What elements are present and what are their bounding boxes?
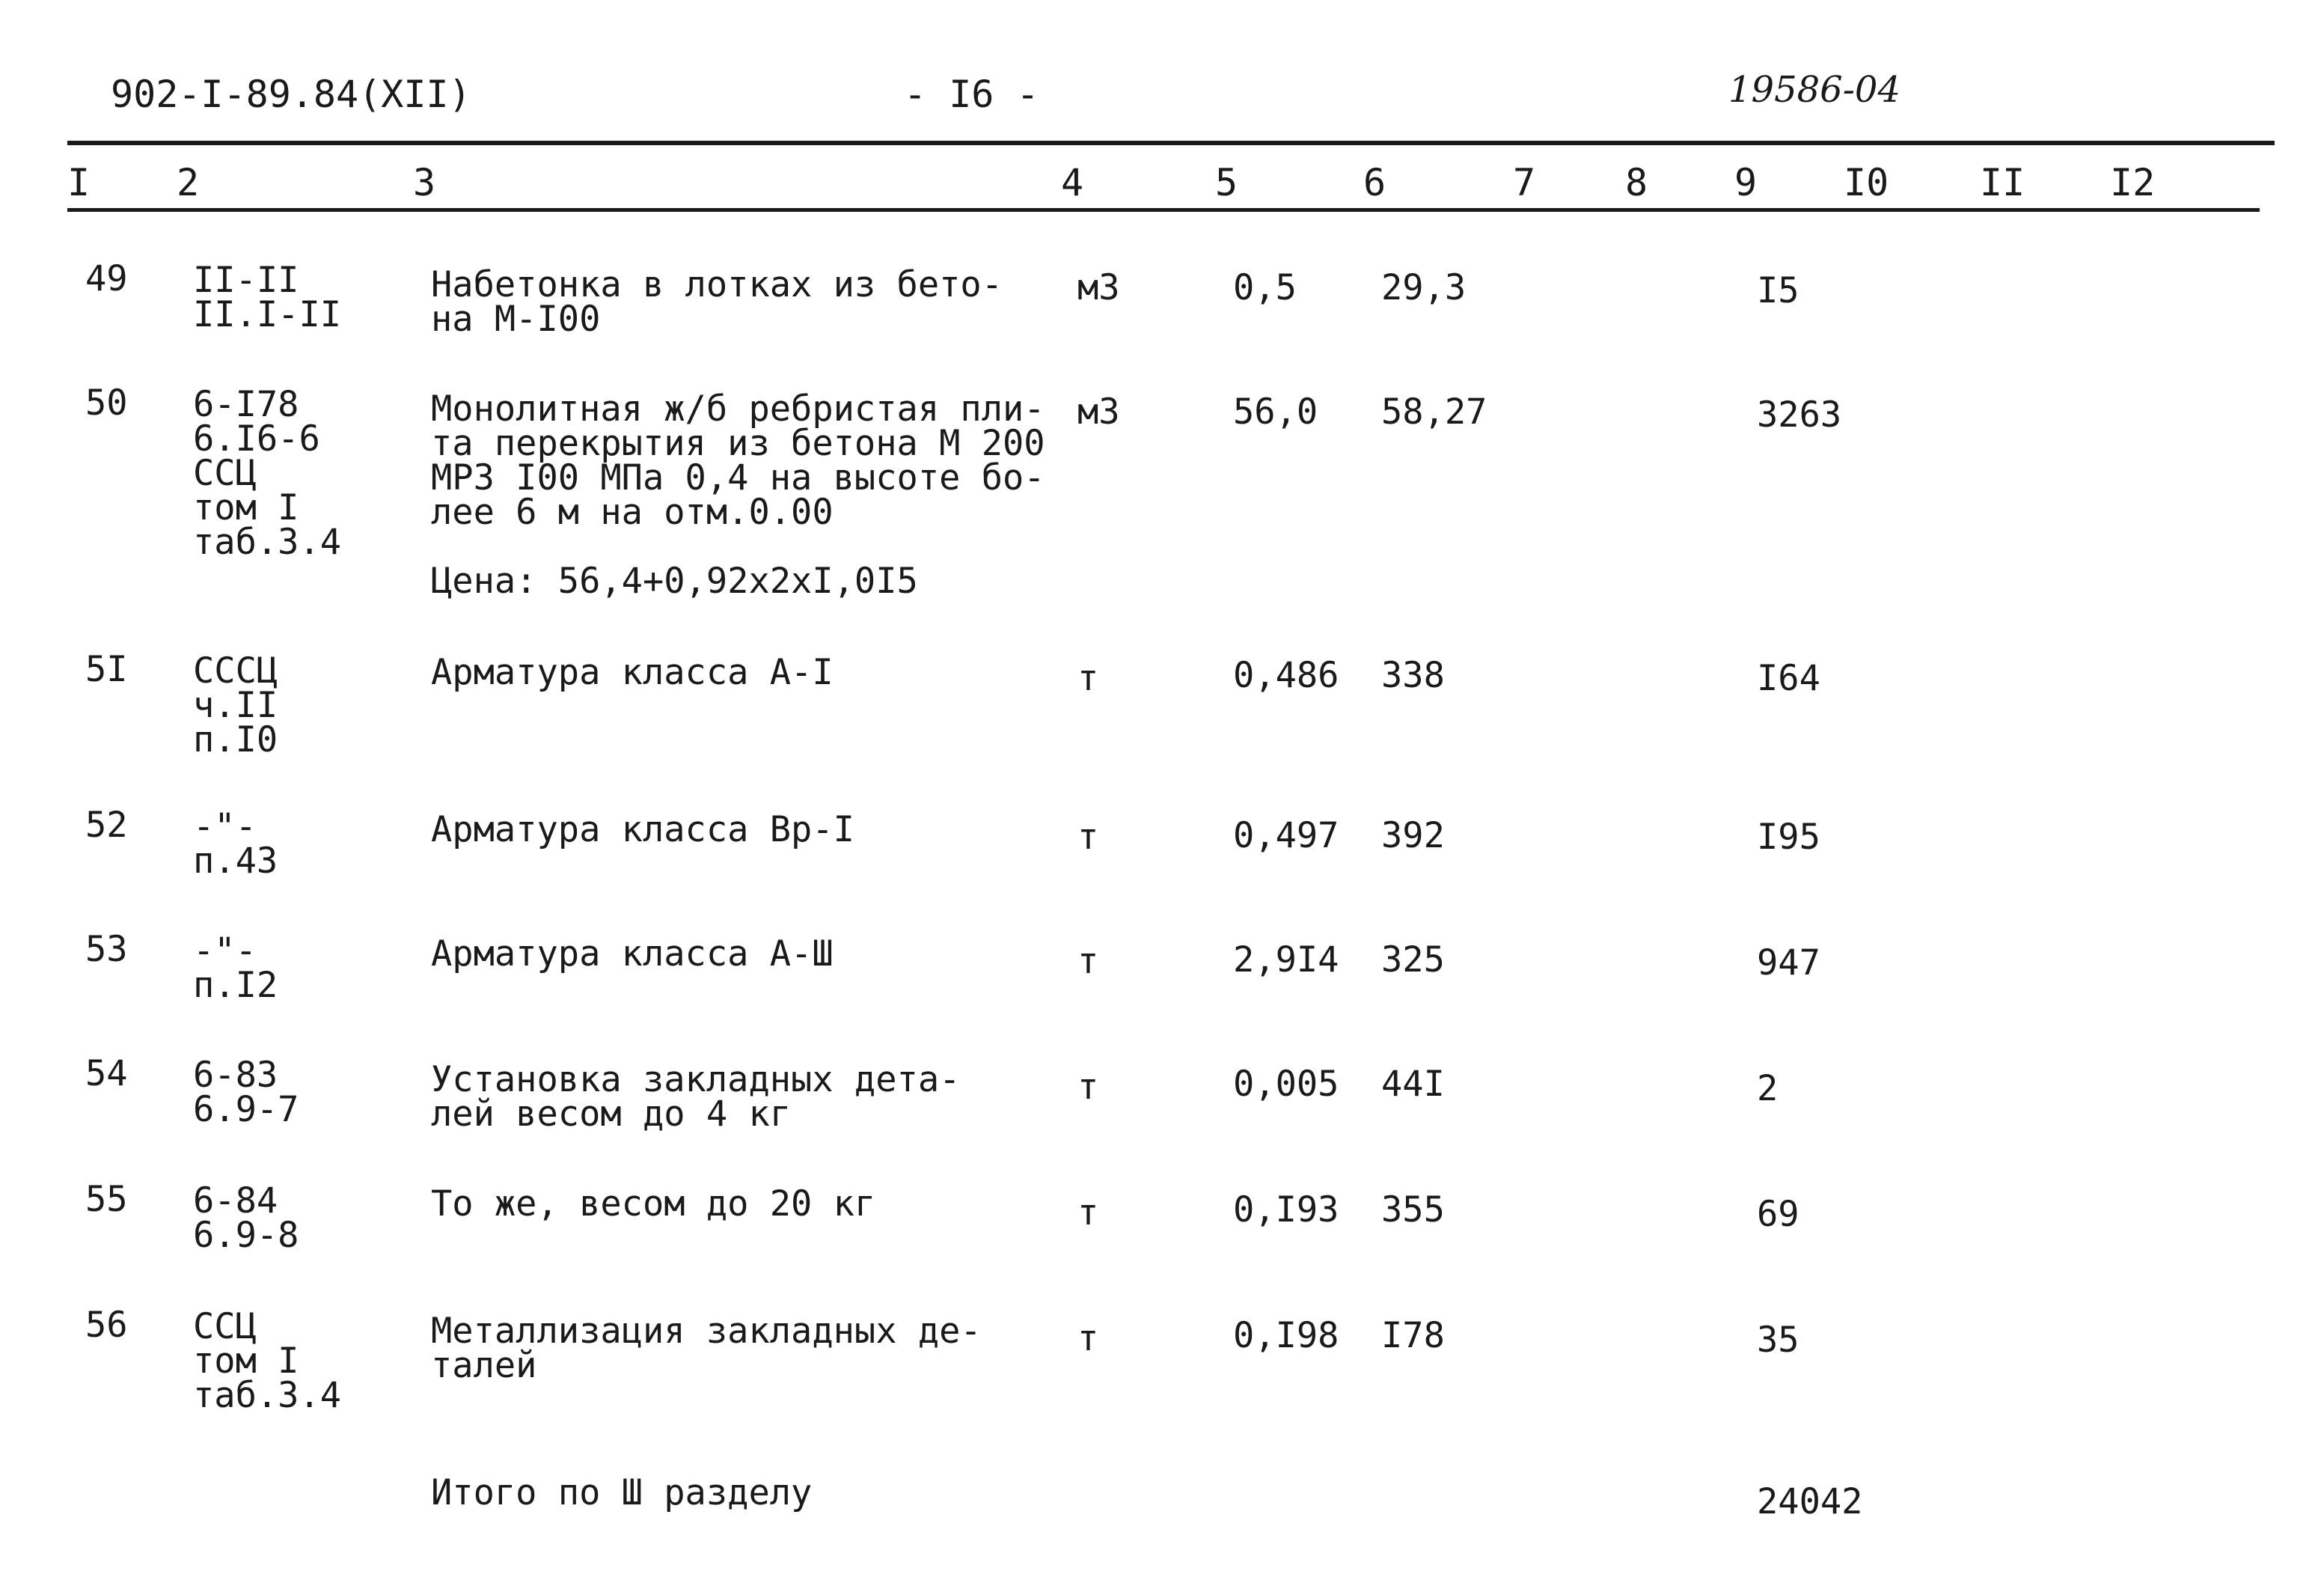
document-code: 902-I-89.84(XII): [111, 73, 471, 116]
row-unit: т: [1077, 1192, 1099, 1233]
column-number-10: I0: [1844, 161, 1889, 204]
section-summary-label: Итого по Ш разделу: [431, 1472, 813, 1513]
row-quantity: 0,I93: [1233, 1189, 1339, 1230]
row-number: 5I: [85, 649, 128, 690]
row-number: 50: [85, 382, 128, 424]
row-unit-price: 325: [1381, 939, 1445, 980]
column-number-4: 4: [1061, 161, 1084, 204]
row-unit: м3: [1077, 391, 1120, 433]
column-number-5: 5: [1215, 161, 1238, 204]
row-quantity: 0,5: [1233, 267, 1297, 308]
row-unit-price: 355: [1381, 1189, 1445, 1230]
row-unit-price: 29,3: [1381, 267, 1467, 308]
row-total: I64: [1757, 658, 1820, 699]
row-number: 53: [85, 929, 128, 970]
row-unit-price: I78: [1381, 1315, 1445, 1356]
row-total: 35: [1757, 1320, 1799, 1361]
row-number: 55: [85, 1179, 128, 1220]
row-description: То же, весом до 20 кг: [431, 1183, 876, 1224]
row-unit: т: [1077, 941, 1099, 982]
row-description: Монолитная ж/б ребристая пли- та перекрытия из бетона М 200 МРЗ I00 МПа 0,4 на высоте бо- лее 6 м на отм.0.00: [431, 388, 1045, 533]
row-total: I5: [1757, 270, 1799, 311]
row-reference: II-II II.I-II: [193, 260, 342, 335]
row-description: Установка закладных дета- лей весом до 4 кг: [431, 1059, 961, 1135]
column-number-9: 9: [1734, 161, 1758, 204]
column-number-6: 6: [1363, 161, 1386, 204]
column-number-12: I2: [2110, 161, 2156, 204]
column-number-8: 8: [1625, 161, 1648, 204]
row-reference: ССЦ том I таб.3.4: [193, 1306, 342, 1416]
column-number-1: I: [67, 161, 91, 204]
row-price-note: Цена: 56,4+0,92х2хI,0I5: [431, 561, 918, 602]
row-quantity: 0,486: [1233, 655, 1339, 696]
row-unit: т: [1077, 1067, 1099, 1108]
row-total: 69: [1757, 1194, 1799, 1235]
row-number: 52: [85, 805, 128, 846]
row-total: 2: [1757, 1068, 1779, 1109]
row-description: Набетонка в лотках из бето- на М-I00: [431, 264, 1003, 340]
row-quantity: 0,497: [1233, 815, 1339, 856]
document-reference-number: 19586-04: [1728, 69, 1901, 111]
row-unit: т: [1077, 817, 1099, 858]
row-unit: м3: [1077, 267, 1120, 308]
row-total: 3263: [1757, 394, 1842, 436]
row-description: Арматура класса А-Ш: [431, 933, 834, 974]
column-number-2: 2: [177, 161, 200, 204]
row-description: Арматура класса А-I: [431, 652, 834, 693]
row-unit-price: 58,27: [1381, 391, 1487, 433]
header-bottom-rule: [67, 208, 2260, 212]
row-total: I95: [1757, 817, 1820, 858]
row-number: 49: [85, 258, 128, 299]
column-number-7: 7: [1513, 161, 1536, 204]
row-reference: СССЦ ч.II п.I0: [193, 650, 278, 760]
page-number: - I6 -: [904, 73, 1039, 116]
row-description: Арматура класса Вр-I: [431, 809, 854, 850]
column-number-3: 3: [413, 161, 436, 204]
row-quantity: 0,005: [1233, 1064, 1339, 1105]
row-unit-price: 44I: [1381, 1064, 1445, 1105]
row-unit: т: [1077, 658, 1099, 699]
row-unit: т: [1077, 1318, 1099, 1359]
row-quantity: 2,9I4: [1233, 939, 1339, 980]
row-reference: -"- п.43: [193, 806, 278, 882]
row-reference: -"- п.I2: [193, 930, 278, 1006]
row-number: 54: [85, 1053, 128, 1094]
header-top-rule: [67, 141, 2275, 145]
section-summary-total: 24042: [1757, 1481, 1863, 1522]
row-description: Металлизация закладных де- талей: [431, 1311, 982, 1386]
row-reference: 6-I78 6.I6-6 ССЦ том I таб.3.4: [193, 384, 342, 563]
row-number: 56: [85, 1305, 128, 1346]
row-reference: 6-84 6.9-8: [193, 1180, 299, 1256]
row-unit-price: 392: [1381, 815, 1445, 856]
column-number-11: II: [1980, 161, 2025, 204]
row-unit-price: 338: [1381, 655, 1445, 696]
row-quantity: 56,0: [1233, 391, 1318, 433]
row-reference: 6-83 6.9-7: [193, 1055, 299, 1130]
row-total: 947: [1757, 942, 1820, 983]
row-quantity: 0,I98: [1233, 1315, 1339, 1356]
